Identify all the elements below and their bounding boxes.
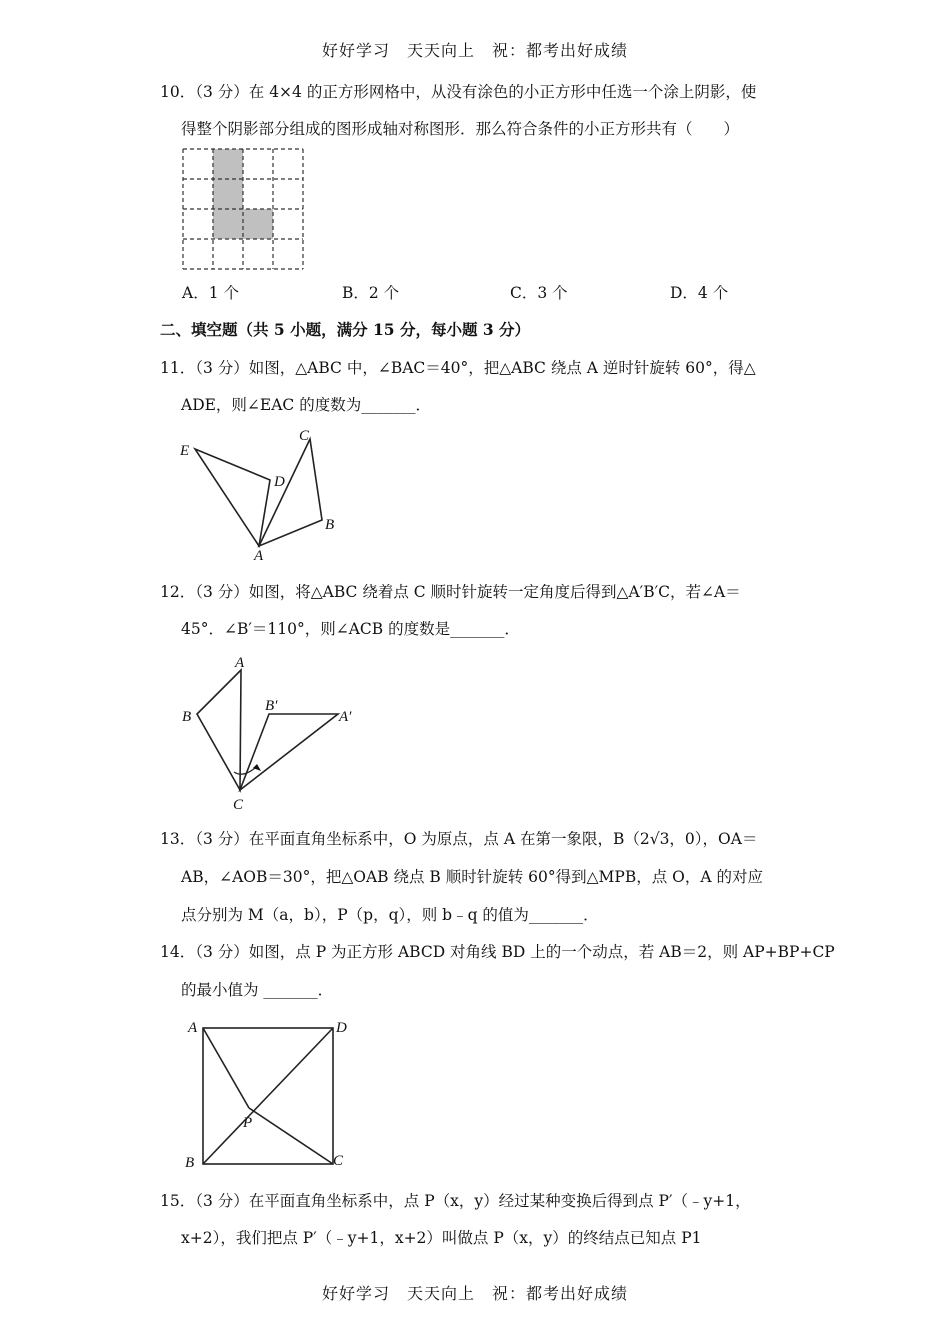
q12-line2: 45°．∠B′＝110°，则∠ACB 的度数是_______． (181, 620, 520, 638)
q12-label-b-prime: B′ (265, 698, 278, 714)
q13-line3: 点分别为 M（a，b），P（p，q），则 b﹣q 的值为_______． (181, 906, 599, 924)
q11-line2: ADE，则∠EAC 的度数为_______． (181, 396, 431, 414)
q10-option-a: A．1 个 (182, 284, 239, 302)
q13-line1: 13．（3 分）在平面直角坐标系中，O 为原点，点 A 在第一象限，B（2√3，0），OA＝ (160, 830, 758, 848)
q14-label-c: C (333, 1153, 344, 1169)
q14-label-b: B (185, 1155, 195, 1171)
shaded-cell-1 (213, 149, 243, 179)
q12-label-b: B (182, 709, 192, 725)
q10-line2: 得整个阴影部分组成的图形成轴对称图形．那么符合条件的小正方形共有（ ） (181, 120, 740, 138)
shaded-cell-2 (213, 179, 243, 209)
q12-label-c: C (233, 797, 244, 813)
page-footer: 好好学习 天天向上 祝：都考出好成绩 (321, 1284, 628, 1303)
q10-line1: 10．（3 分）在 4×4 的正方形网格中，从没有涂色的小正方形中任选一个涂上阴影，使 (160, 83, 757, 101)
q11-line1: 11．（3 分）如图，△ABC 中，∠BAC＝40°，把△ABC 绕点 A 逆时针旋转 60°，得△ (160, 359, 756, 377)
q15-line1: 15．（3 分）在平面直角坐标系中，点 P（x，y）经过某种变换后得到点 P′（﹣y+1， (160, 1192, 751, 1210)
q14-label-p: P (243, 1115, 253, 1131)
q12-label-a-prime: A′ (339, 709, 352, 725)
shaded-cell-3 (213, 209, 243, 239)
q14-line2: 的最小值为 _______． (181, 981, 334, 999)
q10-option-c: C．3 个 (510, 284, 568, 302)
q10-option-d: D．4 个 (670, 284, 729, 302)
q14-label-a: A (188, 1020, 198, 1036)
q10-grid-figure (180, 147, 306, 271)
q14-line1: 14．（3 分）如图，点 P 为正方形 ABCD 对角线 BD 上的一个动点，若 AB＝2，则 AP+BP+CP (160, 943, 835, 961)
page-header: 好好学习 天天向上 祝：都考出好成绩 (321, 41, 628, 60)
section-2-title: 二、填空题（共 5 小题，满分 15 分，每小题 3 分） (160, 320, 531, 339)
shaded-cell-4 (243, 209, 273, 239)
q12-line1: 12．（3 分）如图，将△ABC 绕着点 C 顺时针旋转一定角度后得到△A′B′C，若∠A＝ (160, 583, 741, 601)
q10-option-b: B．2 个 (342, 284, 400, 302)
q12-label-a: A (235, 655, 245, 671)
q15-line2: x+2），我们把点 P′（﹣y+1，x+2）叫做点 P（x，y）的终结点已知点 P1 (181, 1229, 702, 1247)
q11-label-c: C (299, 428, 310, 444)
q11-figure (175, 425, 355, 565)
q13-line2: AB，∠AOB＝30°，把△OAB 绕点 B 顺时针旋转 60°得到△MPB，点 O，A 的对应 (181, 868, 763, 886)
q14-figure (180, 1015, 360, 1175)
q11-label-e: E (180, 443, 190, 459)
q11-label-b: B (325, 517, 335, 533)
q11-label-a: A (254, 548, 264, 564)
q12-figure (175, 650, 375, 815)
q11-label-d: D (274, 474, 285, 490)
q14-label-d: D (336, 1020, 347, 1036)
